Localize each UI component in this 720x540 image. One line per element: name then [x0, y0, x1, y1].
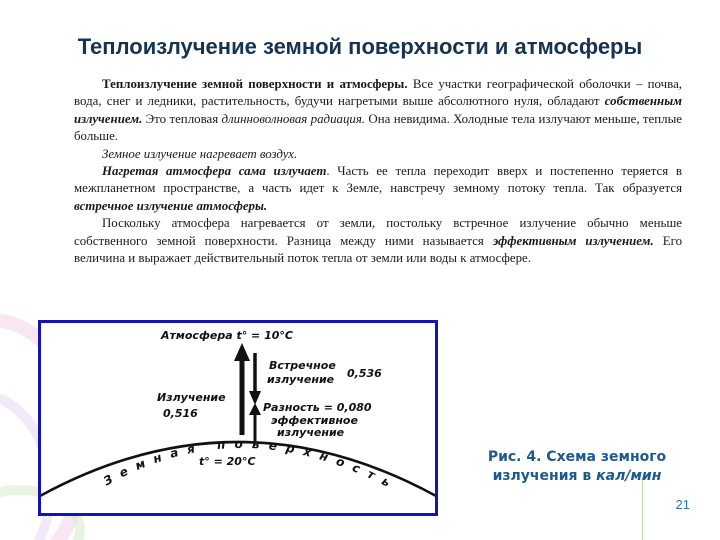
body-text: [74, 76, 682, 267]
caption-unit: кал/мин: [596, 468, 662, 484]
surface-label: Земная поверхность: [101, 436, 401, 494]
radiation-value: 0,516: [163, 407, 198, 420]
radiation-arrow: [234, 343, 250, 435]
caption-line-1: Рис. 4. Схема земного: [487, 449, 667, 465]
caption-line-2-prefix: излучения в: [492, 468, 597, 484]
caption-line-2: [448, 467, 706, 486]
effective-label-1: эффективное: [271, 414, 358, 427]
paragraph: [74, 76, 682, 146]
figure-caption: [448, 448, 706, 486]
radiation-diagram: [38, 320, 438, 516]
atmosphere-label: Атмосфера t° = 10°C: [161, 329, 293, 342]
text-run: Это тепловая: [142, 111, 222, 126]
text-run: Поскольку атмосфера нагревается от земли, постольку встречное излучение обычно меньше собственного земной поверхности. Разница между ними называется: [74, 216, 682, 248]
paragraph: [74, 146, 682, 163]
text-run: эффективным излучением.: [492, 233, 654, 248]
radiation-label: Излучение: [157, 391, 226, 404]
slide-title: Теплоизлучение земной поверхности и атмосферы: [77, 34, 643, 59]
counter-radiation-label-2: излучение: [267, 373, 335, 386]
paragraph: [74, 163, 682, 215]
text-run: . Часть ее тепла переходит вверх и постепенно теряется в межпланетном пространстве, а часть идет к Земле, навстречу земному потоку тепла. Так образуется: [74, 164, 682, 196]
text-run: Теплоизлучение земной поверхности и атмосферы.: [102, 77, 408, 91]
effective-radiation-arrow: [249, 403, 261, 441]
surface-temp-label: t° = 20°C: [199, 455, 256, 468]
difference-label: Разность = 0,080: [263, 401, 372, 414]
text-run: собственным излучением.: [74, 94, 682, 126]
counter-radiation-arrow: [249, 353, 261, 405]
paragraph: [74, 215, 682, 267]
text-run: Нагретая атмосфера сама излучает: [102, 164, 327, 179]
page-number: 21: [675, 497, 690, 512]
decorative-divider: [642, 478, 643, 540]
text-run: Она невидима. Холодные тела излучают меньше, теплые больше.: [74, 111, 682, 144]
counter-radiation-label-1: Встречное: [269, 359, 336, 372]
effective-label-2: излучение: [277, 426, 345, 439]
text-run: встречное излучение атмосферы.: [74, 198, 268, 213]
counter-radiation-value: 0,536: [347, 367, 382, 380]
text-run: длинноволновая радиация.: [221, 111, 366, 126]
text-run: Его величина и выражает действительный поток тепла от земли или воды к атмосфере.: [74, 233, 683, 266]
text-run: Земное излучение нагревает воздух.: [102, 146, 298, 161]
text-run: Все участки географической оболочки – почва, вода, снег и ледники, растительность, будучи нагретыми выше абсолютного нуля, обладают: [74, 77, 683, 109]
